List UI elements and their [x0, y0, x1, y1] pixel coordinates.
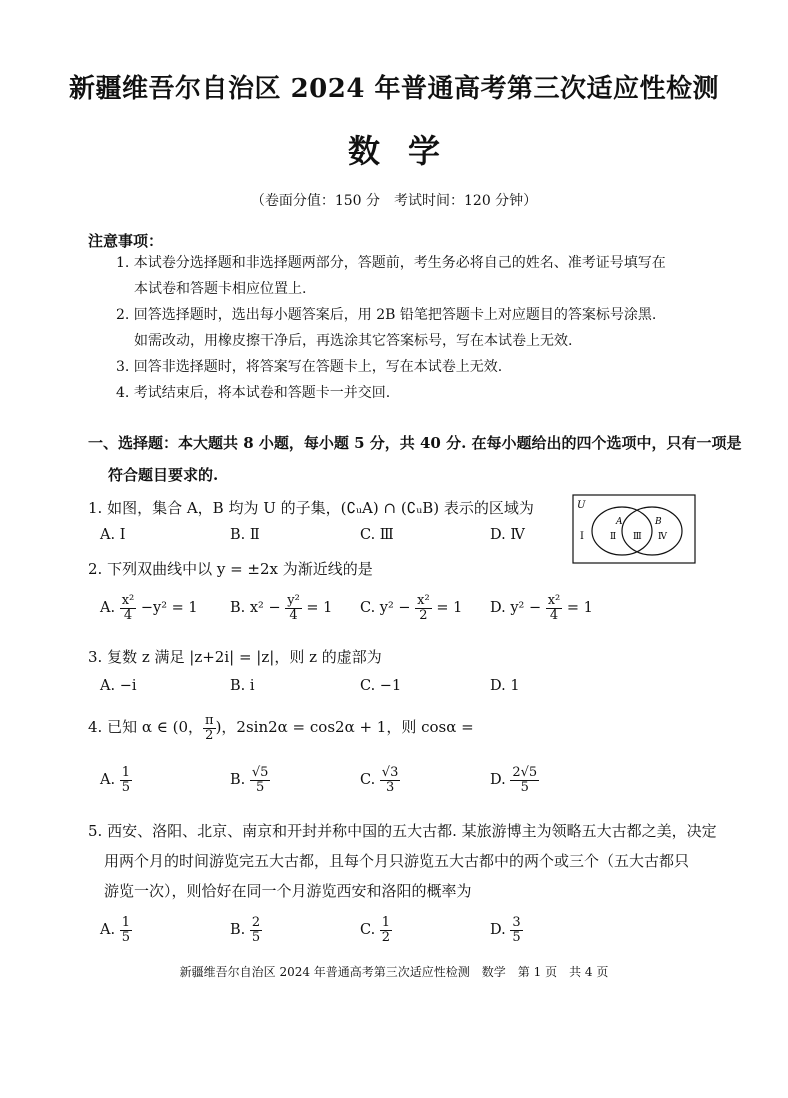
note-1: 1. 本试卷分选择题和非选择题两部分，答题前，考生务必将自己的姓名、准考证号填写在 [116, 255, 666, 271]
note-2-cont: 如需改动，用橡皮擦干净后，再选涂其它答案标号，写在本试卷上无效. [134, 333, 573, 349]
q3-option-c: C. −1 [360, 678, 402, 694]
note-3: 3. 回答非选择题时，将答案写在答题卡上，写在本试卷上无效. [116, 359, 503, 375]
note-4: 4. 考试结束后，将本试卷和答题卡一并交回. [116, 385, 391, 401]
q3-option-b: B. i [230, 678, 255, 694]
venn-label-u: U [577, 500, 586, 511]
section-1-heading: 一、选择题：本大题共 8 小题，每小题 5 分，共 40 分. 在每小题给出的四个选项中，只有一项是 [88, 434, 742, 452]
q1-option-b: B. Ⅱ [230, 527, 260, 543]
q2-option-c: C. y² − $\frac{\text{x²}}{2}$ = 1 [360, 593, 463, 623]
q5-option-d: D. $\frac{3}{5}$ [490, 915, 521, 945]
q4-option-d: D. $\frac{2√5}{5}$ [490, 765, 538, 795]
venn-region-1: Ⅰ [580, 531, 584, 542]
question-2-options [100, 594, 620, 622]
q1-option-c: C. Ⅲ [360, 527, 394, 543]
question-5-stem-line-1: 5. 西安、洛阳、北京、南京和开封并称中国的五大古都. 某旅游博主为领略五大古都之美，决定 [88, 822, 717, 840]
venn-label-a: A [616, 517, 623, 527]
q3-option-a: A. −i [100, 678, 137, 694]
q4-option-a: A. $\frac{1}{5}$ [100, 765, 130, 795]
question-1-options [100, 527, 620, 543]
q5-option-c: C. $\frac{1}{2}$ [360, 915, 391, 945]
question-5-options [100, 916, 620, 944]
venn-region-2: Ⅱ [610, 532, 617, 542]
page-footer: 新疆维吾尔自治区 2024 年普通高考第三次适应性检测 数学 第 1 页 共 4 页 [179, 965, 609, 979]
q1-option-a: A. Ⅰ [100, 527, 126, 543]
q2-option-b: B. x² − $\frac{\text{y²}}{4}$ = 1 [230, 593, 333, 623]
note-1-cont: 本试卷和答题卡相应位置上. [134, 281, 307, 297]
question-5-stem-line-3: 游览一次），则恰好在同一个月游览西安和洛阳的概率为 [104, 882, 472, 900]
venn-region-3: Ⅲ [633, 532, 642, 542]
q4-option-b: B. $\frac{√5}{5}$ [230, 765, 269, 795]
question-4-stem: 4. 已知 α ∈ (0， $\frac{\pi}{2}$ )，2sin2α = cos2α + 1，则 cosα = [88, 713, 474, 743]
venn-diagram [572, 494, 696, 564]
q2-option-a: A. $\frac{\text{x²}}{4}$ −y² = 1 [100, 593, 198, 623]
venn-region-4: Ⅳ [658, 532, 667, 542]
q5-option-a: A. $\frac{1}{5}$ [100, 915, 130, 945]
q3-option-d: D. 1 [490, 678, 520, 694]
question-4-options [100, 766, 620, 794]
question-1-stem: 1. 如图，集合 A，B 均为 U 的子集，(∁ᵤA) ∩ (∁ᵤB) 表示的区域为 [88, 499, 534, 517]
question-2-stem: 2. 下列双曲线中以 y = ±2x 为渐近线的是 [88, 560, 373, 578]
question-3-stem: 3. 复数 z 满足 |z+2i| = |z|，则 z 的虚部为 [88, 648, 382, 666]
q1-option-d: D. Ⅳ [490, 527, 525, 543]
q2-option-d: D. y² − $\frac{\text{x²}}{4}$ = 1 [490, 593, 593, 623]
notes-heading: 注意事项： [88, 232, 164, 250]
question-5-stem-line-2: 用两个月的时间游览完五大古都，且每个月只游览五大古都中的两个或三个（五大古都只 [104, 852, 690, 870]
exam-title: 新疆维吾尔自治区 2024 年普通高考第三次适应性检测 [69, 74, 719, 104]
section-1-heading-cont: 符合题目要求的. [108, 466, 219, 484]
note-2: 2. 回答选择题时，选出每小题答案后，用 2B 铅笔把答题卡上对应题目的答案标号涂黑. [116, 307, 657, 323]
exam-meta: （卷面分值：150 分 考试时间：120 分钟） [250, 193, 538, 209]
q4-option-c: C. $\frac{√3}{3}$ [360, 765, 399, 795]
question-3-options [100, 678, 620, 694]
venn-label-b: B [655, 517, 662, 527]
subject-title: 数学 [347, 132, 468, 170]
q5-option-b: B. $\frac{2}{5}$ [230, 915, 261, 945]
